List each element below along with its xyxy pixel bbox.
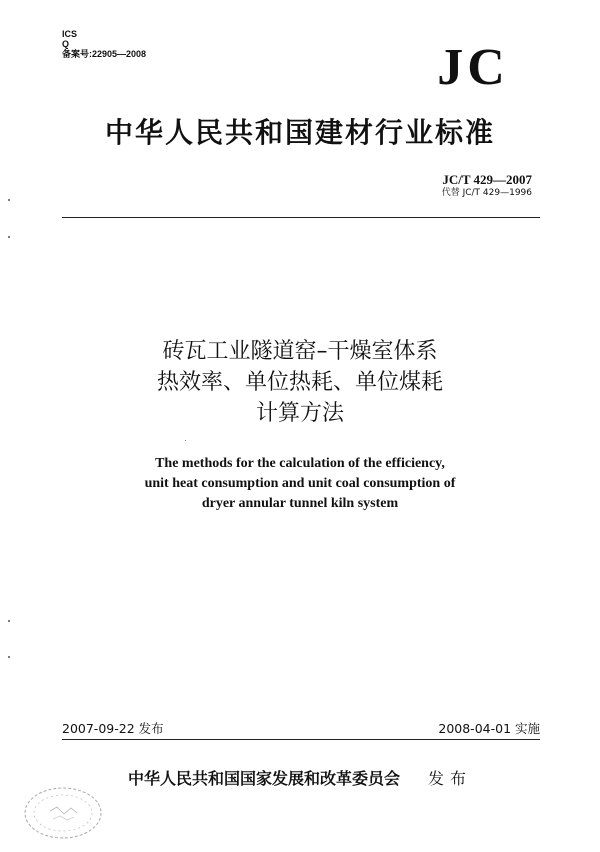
bottom-divider xyxy=(62,739,540,740)
scan-speck xyxy=(8,236,10,238)
replaces-code: 代替 JC/T 429—1996 xyxy=(441,188,532,198)
effective-date: 2008-04-01 实施 xyxy=(438,721,540,736)
ics-label: ICS xyxy=(62,29,78,39)
document-title-chinese xyxy=(0,336,600,429)
standard-category-title: 中华人民共和国建材行业标准 xyxy=(104,116,495,149)
record-number: 备案号:22905—2008 xyxy=(62,49,147,59)
scan-speck xyxy=(8,620,10,622)
title-en-line: The methods for the calculation of the efficiency, xyxy=(155,456,445,471)
title-en-line: unit heat consumption and unit coal consumption of xyxy=(144,476,456,491)
scan-speck xyxy=(8,656,10,658)
title-cn-line: 砖瓦工业隧道窑–干燥室体系 xyxy=(162,339,438,364)
top-divider xyxy=(62,217,540,218)
issue-date: 2007-09-22 发布 xyxy=(62,721,164,736)
standard-code-block xyxy=(442,172,532,199)
standard-code: JC/T 429—2007 xyxy=(442,172,532,187)
jc-logo: JC xyxy=(437,39,509,96)
classification-code: Q xyxy=(62,39,70,49)
title-cn-line: 计算方法 xyxy=(255,401,344,426)
title-cn-line: 热效率、单位热耗、单位煤耗 xyxy=(156,370,443,395)
header-meta xyxy=(62,29,146,59)
issuer-name: 中华人民共和国国家发展和改革委员会 xyxy=(127,769,400,788)
scan-speck xyxy=(8,199,10,201)
seal-stamp-icon xyxy=(20,783,106,843)
issuer-action: 发布 xyxy=(428,769,473,788)
title-en-line: dryer annular tunnel kiln system xyxy=(201,496,399,511)
document-title-english xyxy=(0,454,600,514)
scan-speck xyxy=(185,440,186,441)
